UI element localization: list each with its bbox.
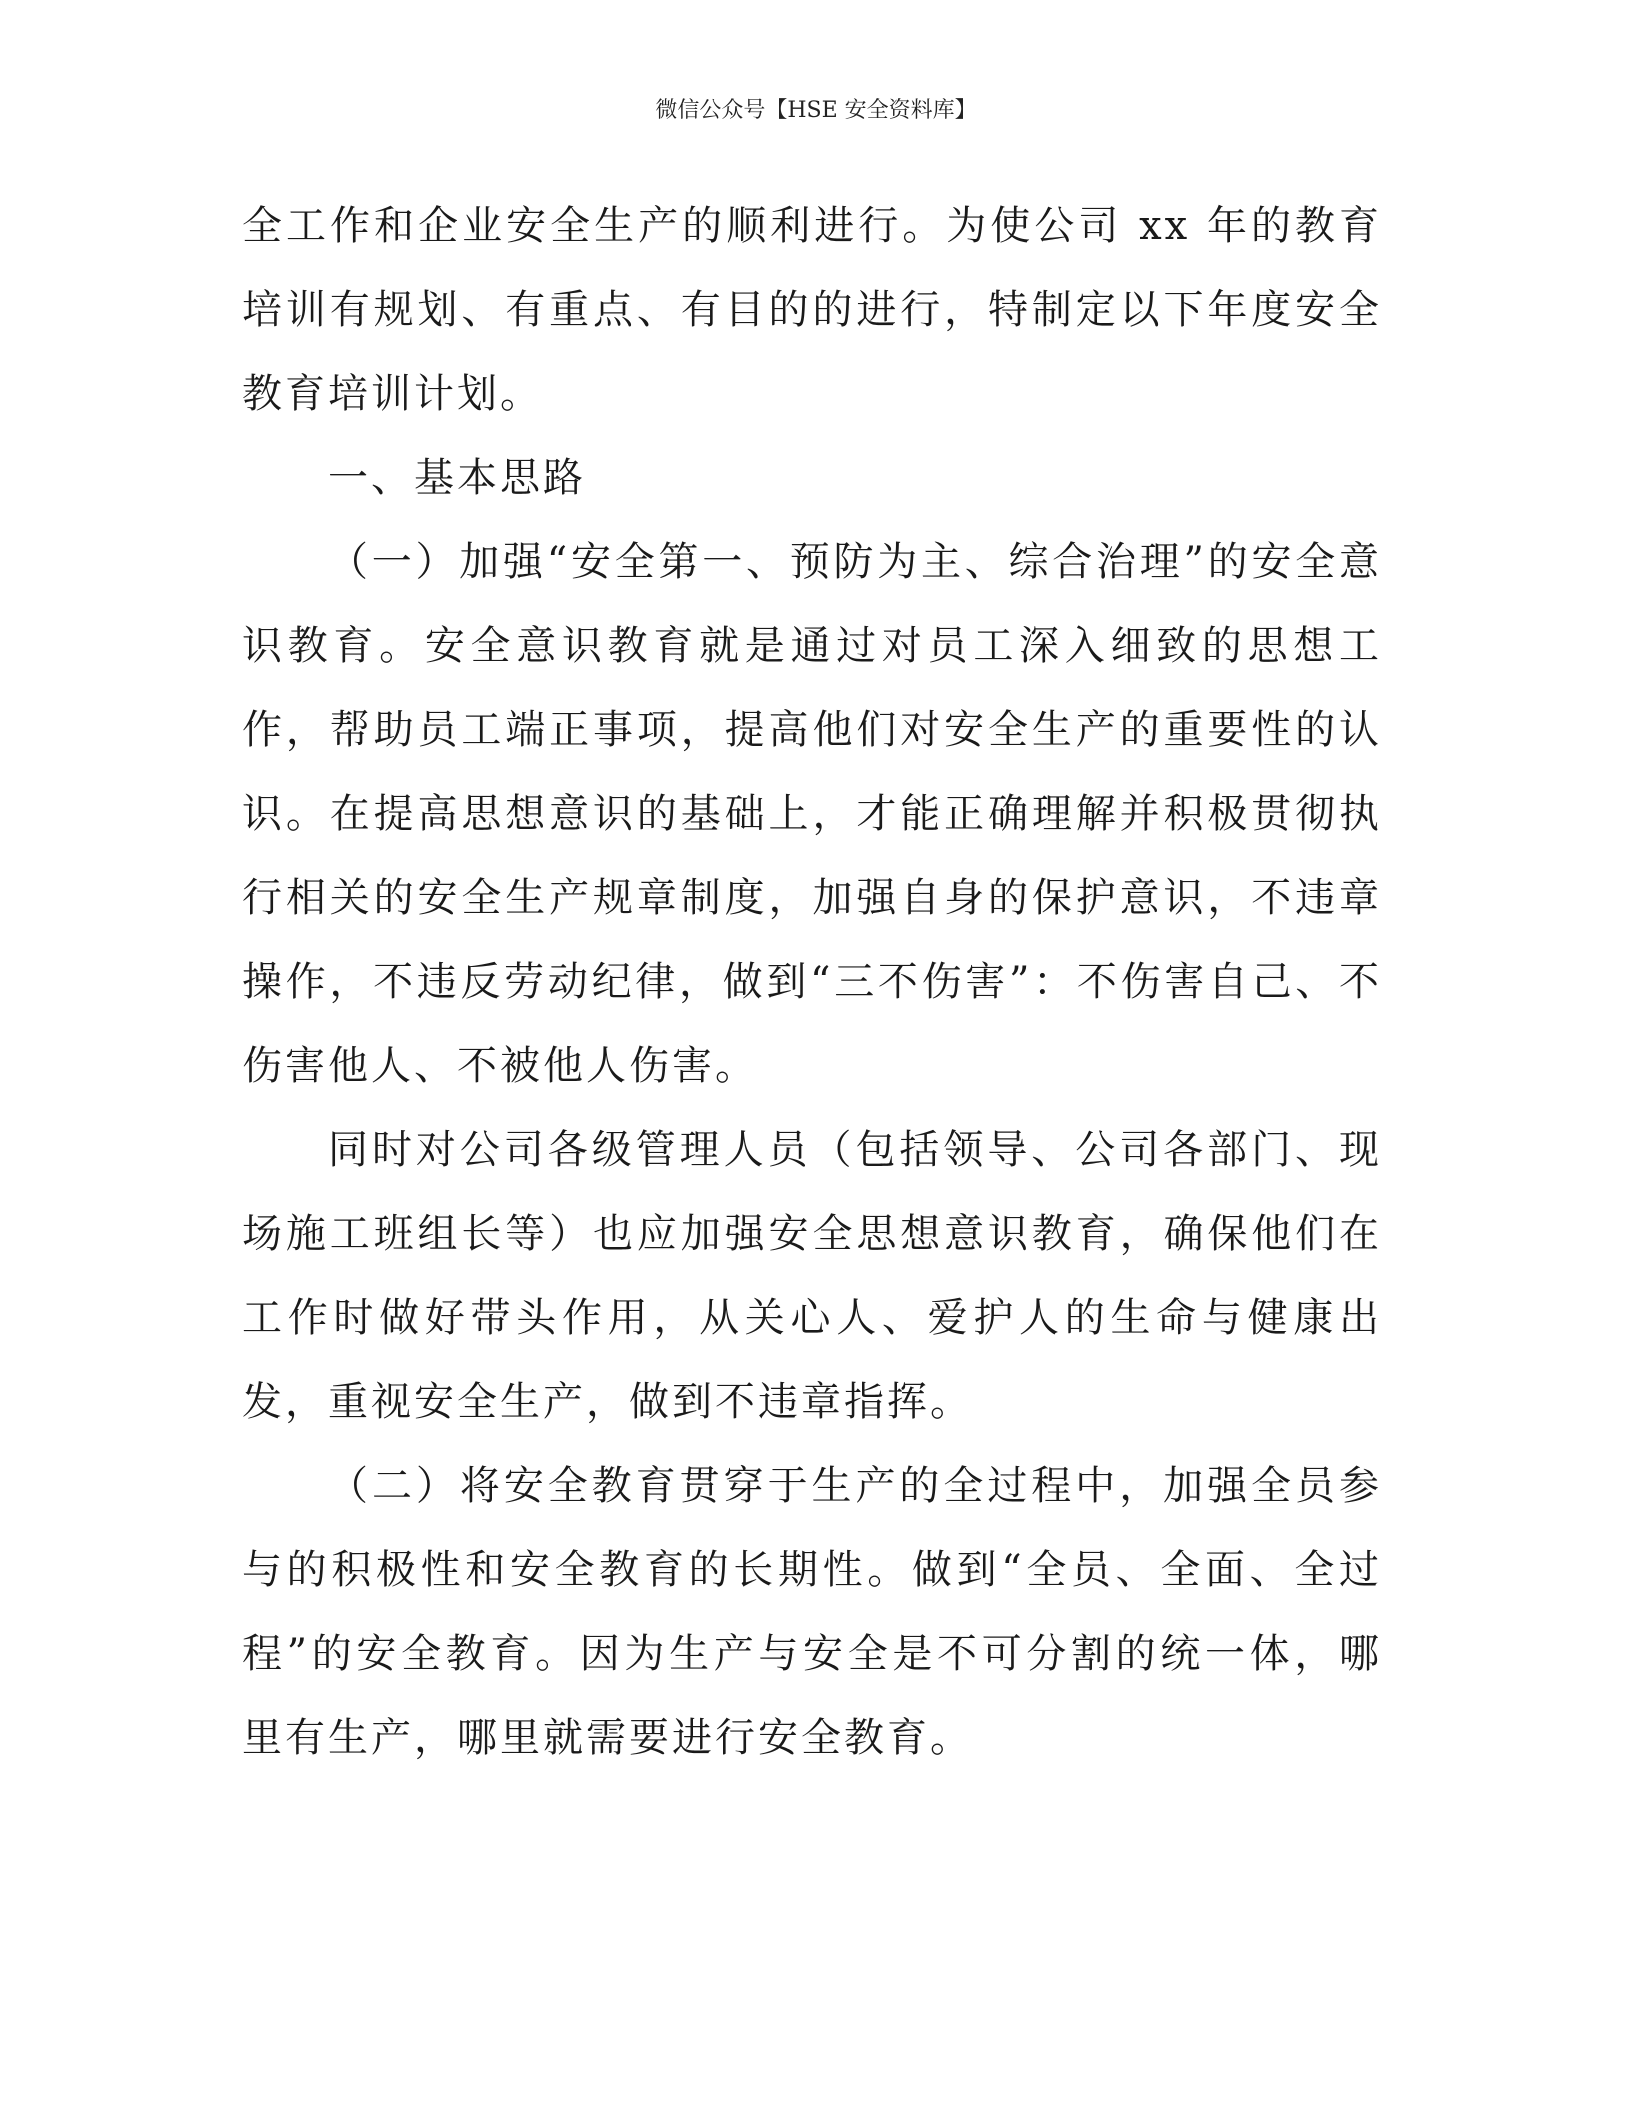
paragraph-intro-continuation: 全工作和企业安全生产的顺利进行。为使公司 xx 年的教育培训有规划、有重点、有目的的进行，特制定以下年度安全教育培训计划。 <box>242 203 1382 417</box>
document-body <box>242 184 1382 1780</box>
paragraph-managers: 同时对公司各级管理人员（包括领导、公司各部门、现场施工班组长等）也应加强安全思想意识教育，确保他们在工作时做好带头作用，从关心人、爱护人的生命与健康出发，重视安全生产，做到不违章指挥。 <box>242 1127 1382 1425</box>
section-heading-basic-approach: 一、基本思路 <box>328 455 586 501</box>
paragraph-item-1: （一）加强“安全第一、预防为主、综合治理”的安全意识教育。安全意识教育就是通过对员工深入细致的思想工作，帮助员工端正事项，提高他们对安全生产的重要性的认识。在提高思想意识的基础上，才能正确理解并积极贯彻执行相关的安全生产规章制度，加强自身的保护意识，不违章操作，不违反劳动纪律，做到“三不伤害”：不伤害自己、不伤害他人、不被他人伤害。 <box>242 539 1382 1089</box>
page-header: 微信公众号【HSE 安全资料库】 <box>655 98 977 123</box>
paragraph-item-2: （二）将安全教育贯穿于生产的全过程中，加强全员参与的积极性和安全教育的长期性。做到“全员、全面、全过程”的安全教育。因为生产与安全是不可分割的统一体，哪里有生产，哪里就需要进行安全教育。 <box>242 1463 1382 1761</box>
